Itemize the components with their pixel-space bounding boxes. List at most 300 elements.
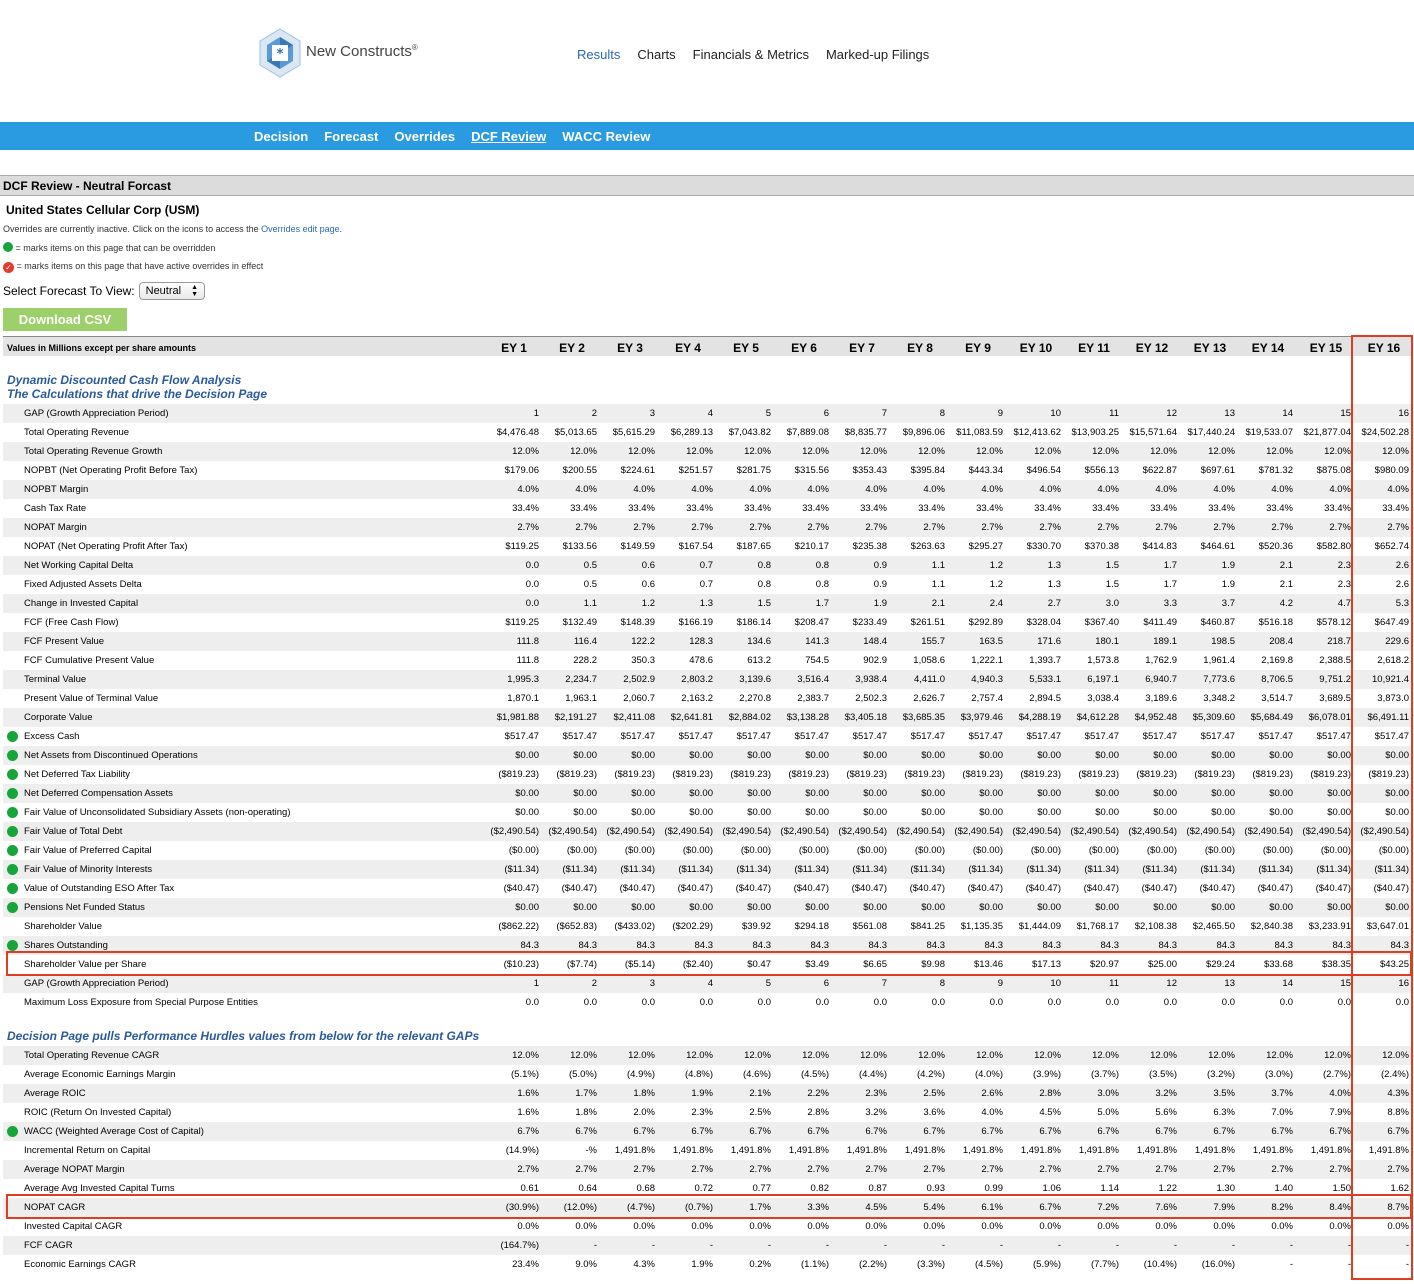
table-row <box>3 499 1411 518</box>
row-values <box>481 427 1409 438</box>
cell: $0.00 <box>979 788 1003 799</box>
cell: 1.7% <box>749 1202 771 1213</box>
cell: 4.0% <box>981 484 1003 495</box>
subnav-dcf-review[interactable]: DCF Review <box>471 129 547 144</box>
cell: 4.0% <box>865 484 887 495</box>
cell: $0.00 <box>1385 750 1409 761</box>
table-row <box>3 727 1411 746</box>
cell: 0.0% <box>1097 1221 1119 1232</box>
cell: $0.00 <box>979 750 1003 761</box>
cell: $561.08 <box>852 921 887 932</box>
cell: $0.00 <box>863 807 887 818</box>
cell: 0.0 <box>1221 997 1235 1008</box>
cell: (2.7%) <box>1323 1069 1351 1080</box>
subnav-decision[interactable]: Decision <box>254 129 309 144</box>
cell: 0.87 <box>868 1183 887 1194</box>
select-arrows-icon: ▲ ▼ <box>191 284 199 298</box>
subnav-overrides[interactable]: Overrides <box>394 129 456 144</box>
svg-text:*: * <box>276 47 284 62</box>
cell: EY 7 <box>849 341 875 355</box>
brand-logo[interactable] <box>258 27 418 79</box>
cell: ($202.29) <box>672 921 713 932</box>
cell: EY 9 <box>965 341 991 355</box>
cell: ($819.23) <box>962 769 1003 780</box>
cell: 0.0% <box>981 1221 1003 1232</box>
cell: $0.00 <box>573 750 597 761</box>
cell: 1.40 <box>1274 1183 1293 1194</box>
cell: ($5.14) <box>624 959 655 970</box>
row-values <box>481 845 1409 856</box>
cell: 6.7% <box>1039 1202 1061 1213</box>
row-label: Average ROIC <box>24 1088 86 1099</box>
cell: 613.2 <box>747 655 771 666</box>
row-label: FCF (Free Cash Flow) <box>24 617 119 628</box>
cell: 1,393.7 <box>1029 655 1061 666</box>
cell: $520.36 <box>1258 541 1293 552</box>
table-row <box>3 1255 1411 1274</box>
cell: 3.0 <box>1105 598 1119 609</box>
cell: 2.7% <box>1329 522 1351 533</box>
cell: 2.7% <box>865 522 887 533</box>
cell: $0.00 <box>863 750 887 761</box>
row-values <box>481 636 1409 647</box>
cell: 0.8 <box>757 579 771 590</box>
cell: $9.98 <box>921 959 945 970</box>
cell: 12.0% <box>686 1050 713 1061</box>
row-values <box>481 921 1409 932</box>
cell: 0.68 <box>636 1183 655 1194</box>
override-dot-icon[interactable] <box>7 845 18 856</box>
cell: 8 <box>939 408 945 419</box>
cell: 2.7% <box>1155 522 1177 533</box>
section-subtitle: The Calculations that drive the Decision Page <box>7 387 268 401</box>
topnav-results[interactable]: Results <box>577 47 621 62</box>
cell: 2.7% <box>1271 1164 1293 1175</box>
cell: $167.54 <box>678 541 713 552</box>
section-title: Decision Page pulls Performance Hurdles values from below for the relevant GAPs <box>7 1029 480 1043</box>
cell: $0.00 <box>573 807 597 818</box>
cell: 6.7% <box>865 1126 887 1137</box>
cell: 229.6 <box>1385 636 1409 647</box>
cell: 0.7 <box>699 560 713 571</box>
row-label: Maximum Loss Exposure from Special Purpose Entities <box>24 997 258 1008</box>
topnav-financials[interactable]: Financials & Metrics <box>692 47 809 62</box>
cell: $464.61 <box>1200 541 1235 552</box>
cell: ($40.47) <box>909 883 945 894</box>
cell: 350.3 <box>631 655 655 666</box>
cell: 1.2 <box>641 598 655 609</box>
cell: 4.0% <box>749 484 771 495</box>
row-label: Shareholder Value per Share <box>24 959 147 970</box>
cell: $0.00 <box>747 902 771 913</box>
cell: (2.2%) <box>859 1259 887 1270</box>
overrides-edit-link[interactable]: Overrides edit page <box>261 224 340 234</box>
cell: ($2.40) <box>682 959 713 970</box>
override-dot-icon[interactable] <box>7 940 18 951</box>
cell: ($0.00) <box>798 845 829 856</box>
cell: EY 8 <box>907 341 933 355</box>
override-dot-icon[interactable] <box>7 883 18 894</box>
cell: $0.00 <box>1385 807 1409 818</box>
cell: 4.7 <box>1337 598 1351 609</box>
row-label: NOPBT Margin <box>24 484 89 495</box>
cell: 1,491.8% <box>904 1145 945 1156</box>
cell: 84.3 <box>868 940 887 951</box>
cell: 9.0% <box>575 1259 597 1270</box>
cell: EY 3 <box>617 341 643 355</box>
table-row <box>3 708 1411 727</box>
row-values <box>481 408 1409 419</box>
cell: $0.00 <box>689 788 713 799</box>
row-label: Corporate Value <box>24 712 93 723</box>
override-dot-icon[interactable] <box>7 807 18 818</box>
cell: (4.0%) <box>975 1069 1003 1080</box>
topnav-filings[interactable]: Marked-up Filings <box>825 47 930 62</box>
cell: 1.9 <box>1221 579 1235 590</box>
cell: ($40.47) <box>1083 883 1119 894</box>
cell: $25.00 <box>1147 959 1177 970</box>
cell: 4.0% <box>633 484 655 495</box>
hexagon-logo-icon <box>258 27 302 79</box>
cell: 12.0% <box>512 446 539 457</box>
cell: - <box>651 1240 655 1251</box>
cell: $0.00 <box>631 750 655 761</box>
cell: ($819.23) <box>1020 769 1061 780</box>
cell: 111.8 <box>516 636 539 647</box>
cell: 0.0 <box>525 560 539 571</box>
cell: 2.7% <box>1039 1164 1061 1175</box>
cell: 33.4% <box>1208 503 1235 514</box>
cell: 2,060.7 <box>623 693 655 704</box>
cell: 84.3 <box>1390 940 1409 951</box>
cell: $0.00 <box>979 902 1003 913</box>
cell: 2.3 <box>1337 560 1351 571</box>
row-label: Fixed Adjusted Assets Delta <box>24 579 142 590</box>
topnav-charts[interactable]: Charts <box>637 47 676 62</box>
cell: (4.4%) <box>859 1069 887 1080</box>
cell: $295.27 <box>968 541 1003 552</box>
cell: 2.3% <box>865 1088 887 1099</box>
cell: $5,013.65 <box>554 427 597 438</box>
cell: 6.1% <box>981 1202 1003 1213</box>
subnav-wacc-review[interactable]: WACC Review <box>562 129 651 144</box>
cell: $3,405.18 <box>844 712 887 723</box>
table-row <box>3 974 1411 993</box>
cell: 0.0% <box>517 1221 539 1232</box>
cell: 2.7% <box>807 522 829 533</box>
cell: ($2,490.54) <box>838 826 887 837</box>
cell: (3.0%) <box>1265 1069 1293 1080</box>
cell: $119.25 <box>505 617 539 628</box>
cell: ($0.00) <box>1204 845 1235 856</box>
cell: $179.06 <box>504 465 539 476</box>
cell: 2.7% <box>981 1164 1003 1175</box>
row-values <box>481 617 1409 628</box>
forecast-select[interactable] <box>139 282 205 300</box>
row-label: Fair Value of Minority Interests <box>24 864 153 875</box>
row-values <box>481 693 1409 704</box>
cell: 4.0% <box>1097 484 1119 495</box>
cell: ($819.23) <box>614 769 655 780</box>
cell: 0.99 <box>984 1183 1003 1194</box>
cell: 2.7 <box>1047 598 1061 609</box>
cell: $367.40 <box>1084 617 1119 628</box>
cell: 2.1 <box>1279 560 1293 571</box>
green-legend <box>3 242 215 253</box>
cell: EY 11 <box>1078 341 1110 355</box>
row-label: WACC (Weighted Average Cost of Capital) <box>24 1126 204 1137</box>
cell: 5,533.1 <box>1029 674 1061 685</box>
cell: ($11.34) <box>910 864 945 875</box>
nopat-cagr-highlight <box>6 1194 1412 1219</box>
cell: 0.8 <box>815 579 829 590</box>
cell: 84.3 <box>1158 940 1177 951</box>
cell: $3.49 <box>805 959 829 970</box>
row-values <box>481 864 1409 875</box>
table-row <box>3 404 1411 423</box>
cell: 13 <box>1224 408 1235 419</box>
cell: 8.2% <box>1271 1202 1293 1213</box>
row-label: Incremental Return on Capital <box>24 1145 151 1156</box>
cell: $841.25 <box>910 921 945 932</box>
cell: EY 5 <box>733 341 759 355</box>
cell: 2.7% <box>517 522 539 533</box>
cell: $0.00 <box>921 750 945 761</box>
cell: 84.3 <box>636 940 655 951</box>
overrides-note <box>3 224 342 234</box>
override-dot-icon[interactable] <box>7 902 18 913</box>
cell: ($40.47) <box>1199 883 1235 894</box>
table-row <box>3 1084 1411 1103</box>
cell: 2.2% <box>807 1088 829 1099</box>
cell: 16 <box>1398 978 1409 989</box>
cell: ($0.00) <box>566 845 597 856</box>
cell: $1,768.17 <box>1076 921 1119 932</box>
cell: $0.00 <box>1095 750 1119 761</box>
cell: ($11.34) <box>1258 864 1293 875</box>
row-values <box>481 503 1409 514</box>
cell: 12.0% <box>1266 1050 1293 1061</box>
table-row <box>3 860 1411 879</box>
table-row <box>3 461 1411 480</box>
cell: 12.0% <box>1208 1050 1235 1061</box>
row-values <box>481 560 1409 571</box>
override-dot-icon[interactable] <box>7 864 18 875</box>
ey16-column-highlight <box>1351 335 1413 1280</box>
cell: ($10.23) <box>503 959 539 970</box>
cell: 1,222.1 <box>971 655 1003 666</box>
table-row <box>3 442 1411 461</box>
cell: ($862.22) <box>498 921 539 932</box>
cell: EY 1 <box>501 341 527 355</box>
cell: 2.7% <box>1213 1164 1235 1175</box>
cell: 163.5 <box>979 636 1003 647</box>
cell: 12.0% <box>1208 446 1235 457</box>
row-values <box>481 769 1409 780</box>
cell: - <box>1231 1240 1235 1251</box>
cell: 5 <box>765 408 771 419</box>
override-dot-icon[interactable] <box>7 826 18 837</box>
cell: ($11.34) <box>852 864 887 875</box>
cell: $0.00 <box>1327 750 1351 761</box>
cell: 1 <box>533 408 539 419</box>
cell: 1.06 <box>1042 1183 1061 1194</box>
cell: $353.43 <box>852 465 887 476</box>
cell: 2,234.7 <box>565 674 597 685</box>
cell: 1.7% <box>575 1088 597 1099</box>
cell: 2.7% <box>691 522 713 533</box>
cell: ($0.00) <box>856 845 887 856</box>
cell: (4.5%) <box>801 1069 829 1080</box>
cell: 2.8% <box>1039 1088 1061 1099</box>
cell: 84.3 <box>1100 940 1119 951</box>
cell: ($11.34) <box>620 864 655 875</box>
cell: ($40.47) <box>561 883 597 894</box>
cell: 33.4% <box>976 503 1003 514</box>
cell: 33.4% <box>744 503 771 514</box>
cell: (4.9%) <box>627 1069 655 1080</box>
cell: 2.0% <box>633 1107 655 1118</box>
subnav-forecast[interactable]: Forecast <box>324 129 379 144</box>
cell: 12.0% <box>1092 1050 1119 1061</box>
cell: $0.00 <box>689 902 713 913</box>
cell: 1 <box>533 978 539 989</box>
cell: 12 <box>1166 978 1177 989</box>
cell: 9 <box>997 408 1003 419</box>
row-values <box>481 807 1409 818</box>
cell: 8.4% <box>1329 1202 1351 1213</box>
cell: $187.65 <box>736 541 771 552</box>
cell: $0.00 <box>805 807 829 818</box>
cell: 141.3 <box>805 636 829 647</box>
cell: $0.00 <box>1385 902 1409 913</box>
cell: $0.00 <box>1153 788 1177 799</box>
override-dot-icon[interactable] <box>7 731 18 742</box>
cell: 1,491.8% <box>1136 1145 1177 1156</box>
override-dot-icon[interactable] <box>7 1126 18 1137</box>
cell: 1.7 <box>1163 579 1177 590</box>
cell: 2.7% <box>1213 522 1235 533</box>
table-header <box>3 336 1411 356</box>
cell: 12.0% <box>918 446 945 457</box>
cell: (14.9%) <box>505 1145 539 1156</box>
cell: ($2,490.54) <box>490 826 539 837</box>
cell: 2.7% <box>575 522 597 533</box>
cell: $517.47 <box>736 731 771 742</box>
override-dot-icon[interactable] <box>7 750 18 761</box>
cell: 3.5% <box>1213 1088 1235 1099</box>
cell: $875.08 <box>1316 465 1351 476</box>
cell: $0.00 <box>1327 902 1351 913</box>
cell: $0.00 <box>515 807 539 818</box>
cell: 0.0 <box>583 997 597 1008</box>
cell: 0.8 <box>815 560 829 571</box>
cell: 33.4% <box>686 503 713 514</box>
row-label: Fair Value of Total Debt <box>24 826 123 837</box>
cell: $517.47 <box>1258 731 1293 742</box>
cell: 15 <box>1340 978 1351 989</box>
cell: $0.00 <box>1153 902 1177 913</box>
row-label: NOPAT CAGR <box>24 1202 86 1213</box>
row-values <box>481 674 1409 685</box>
cell: (5.9%) <box>1033 1259 1061 1270</box>
cell: $133.56 <box>562 541 597 552</box>
cell: (4.6%) <box>743 1069 771 1080</box>
cell: 12.0% <box>1150 1050 1177 1061</box>
row-values <box>481 1145 1409 1156</box>
override-dot-icon[interactable] <box>7 788 18 799</box>
cell: 6.7% <box>923 1126 945 1137</box>
table-row <box>3 1141 1411 1160</box>
cell: 4.0% <box>981 1107 1003 1118</box>
cell: 3.7 <box>1221 598 1235 609</box>
row-label: Invested Capital CAGR <box>24 1221 123 1232</box>
cell: 33.4% <box>512 503 539 514</box>
cell: 84.3 <box>1332 940 1351 951</box>
override-dot-icon[interactable] <box>7 769 18 780</box>
cell: 12.0% <box>1034 1050 1061 1061</box>
cell: $2,641.81 <box>670 712 713 723</box>
cell: $0.00 <box>1037 788 1061 799</box>
cell: 3,938.4 <box>855 674 887 685</box>
cell: 12.0% <box>628 1050 655 1061</box>
cell: ($0.00) <box>1320 845 1351 856</box>
cell: 1.30 <box>1216 1183 1235 1194</box>
cell: 12.0% <box>1266 446 1293 457</box>
cell: (2.4%) <box>1381 1069 1409 1080</box>
cell: 3.3 <box>1163 598 1177 609</box>
cell: 0.5 <box>583 560 597 571</box>
sub-nav <box>254 129 650 144</box>
table-row <box>3 765 1411 784</box>
cell: 2.7% <box>575 1164 597 1175</box>
cell: 0.0 <box>989 997 1003 1008</box>
cell: 6,940.7 <box>1145 674 1177 685</box>
row-label: Net Working Capital Delta <box>24 560 134 571</box>
cell: 180.1 <box>1095 636 1119 647</box>
cell: $582.80 <box>1316 541 1351 552</box>
cell: EY 14 <box>1251 341 1285 355</box>
cell: ($2,490.54) <box>780 826 829 837</box>
table-row <box>3 784 1411 803</box>
download-csv-button[interactable]: Download CSV <box>3 308 127 331</box>
top-nav <box>577 47 929 62</box>
cell: ($0.00) <box>740 845 771 856</box>
cell: ($40.47) <box>735 883 771 894</box>
cell: - <box>1173 1240 1177 1251</box>
cell: 1.8% <box>633 1088 655 1099</box>
cell: (4.2%) <box>917 1069 945 1080</box>
cell: $4,476.48 <box>496 427 539 438</box>
table-row <box>3 1160 1411 1179</box>
cell: 1.2 <box>989 579 1003 590</box>
cell: $395.84 <box>910 465 945 476</box>
cell: EY 12 <box>1135 341 1169 355</box>
cell: $622.87 <box>1142 465 1177 476</box>
cell: $2,191.27 <box>554 712 597 723</box>
cell: 12.0% <box>976 1050 1003 1061</box>
cell: 2.7% <box>749 522 771 533</box>
cell: 0.8 <box>757 560 771 571</box>
cell: (0.7%) <box>685 1202 713 1213</box>
cell: 12.0% <box>1150 446 1177 457</box>
cell: 2,757.4 <box>971 693 1003 704</box>
cell: 148.4 <box>863 636 887 647</box>
cell: 1,961.4 <box>1203 655 1235 666</box>
row-values <box>481 522 1409 533</box>
cell: 0.0% <box>807 1221 829 1232</box>
cell: 2,169.8 <box>1261 655 1293 666</box>
